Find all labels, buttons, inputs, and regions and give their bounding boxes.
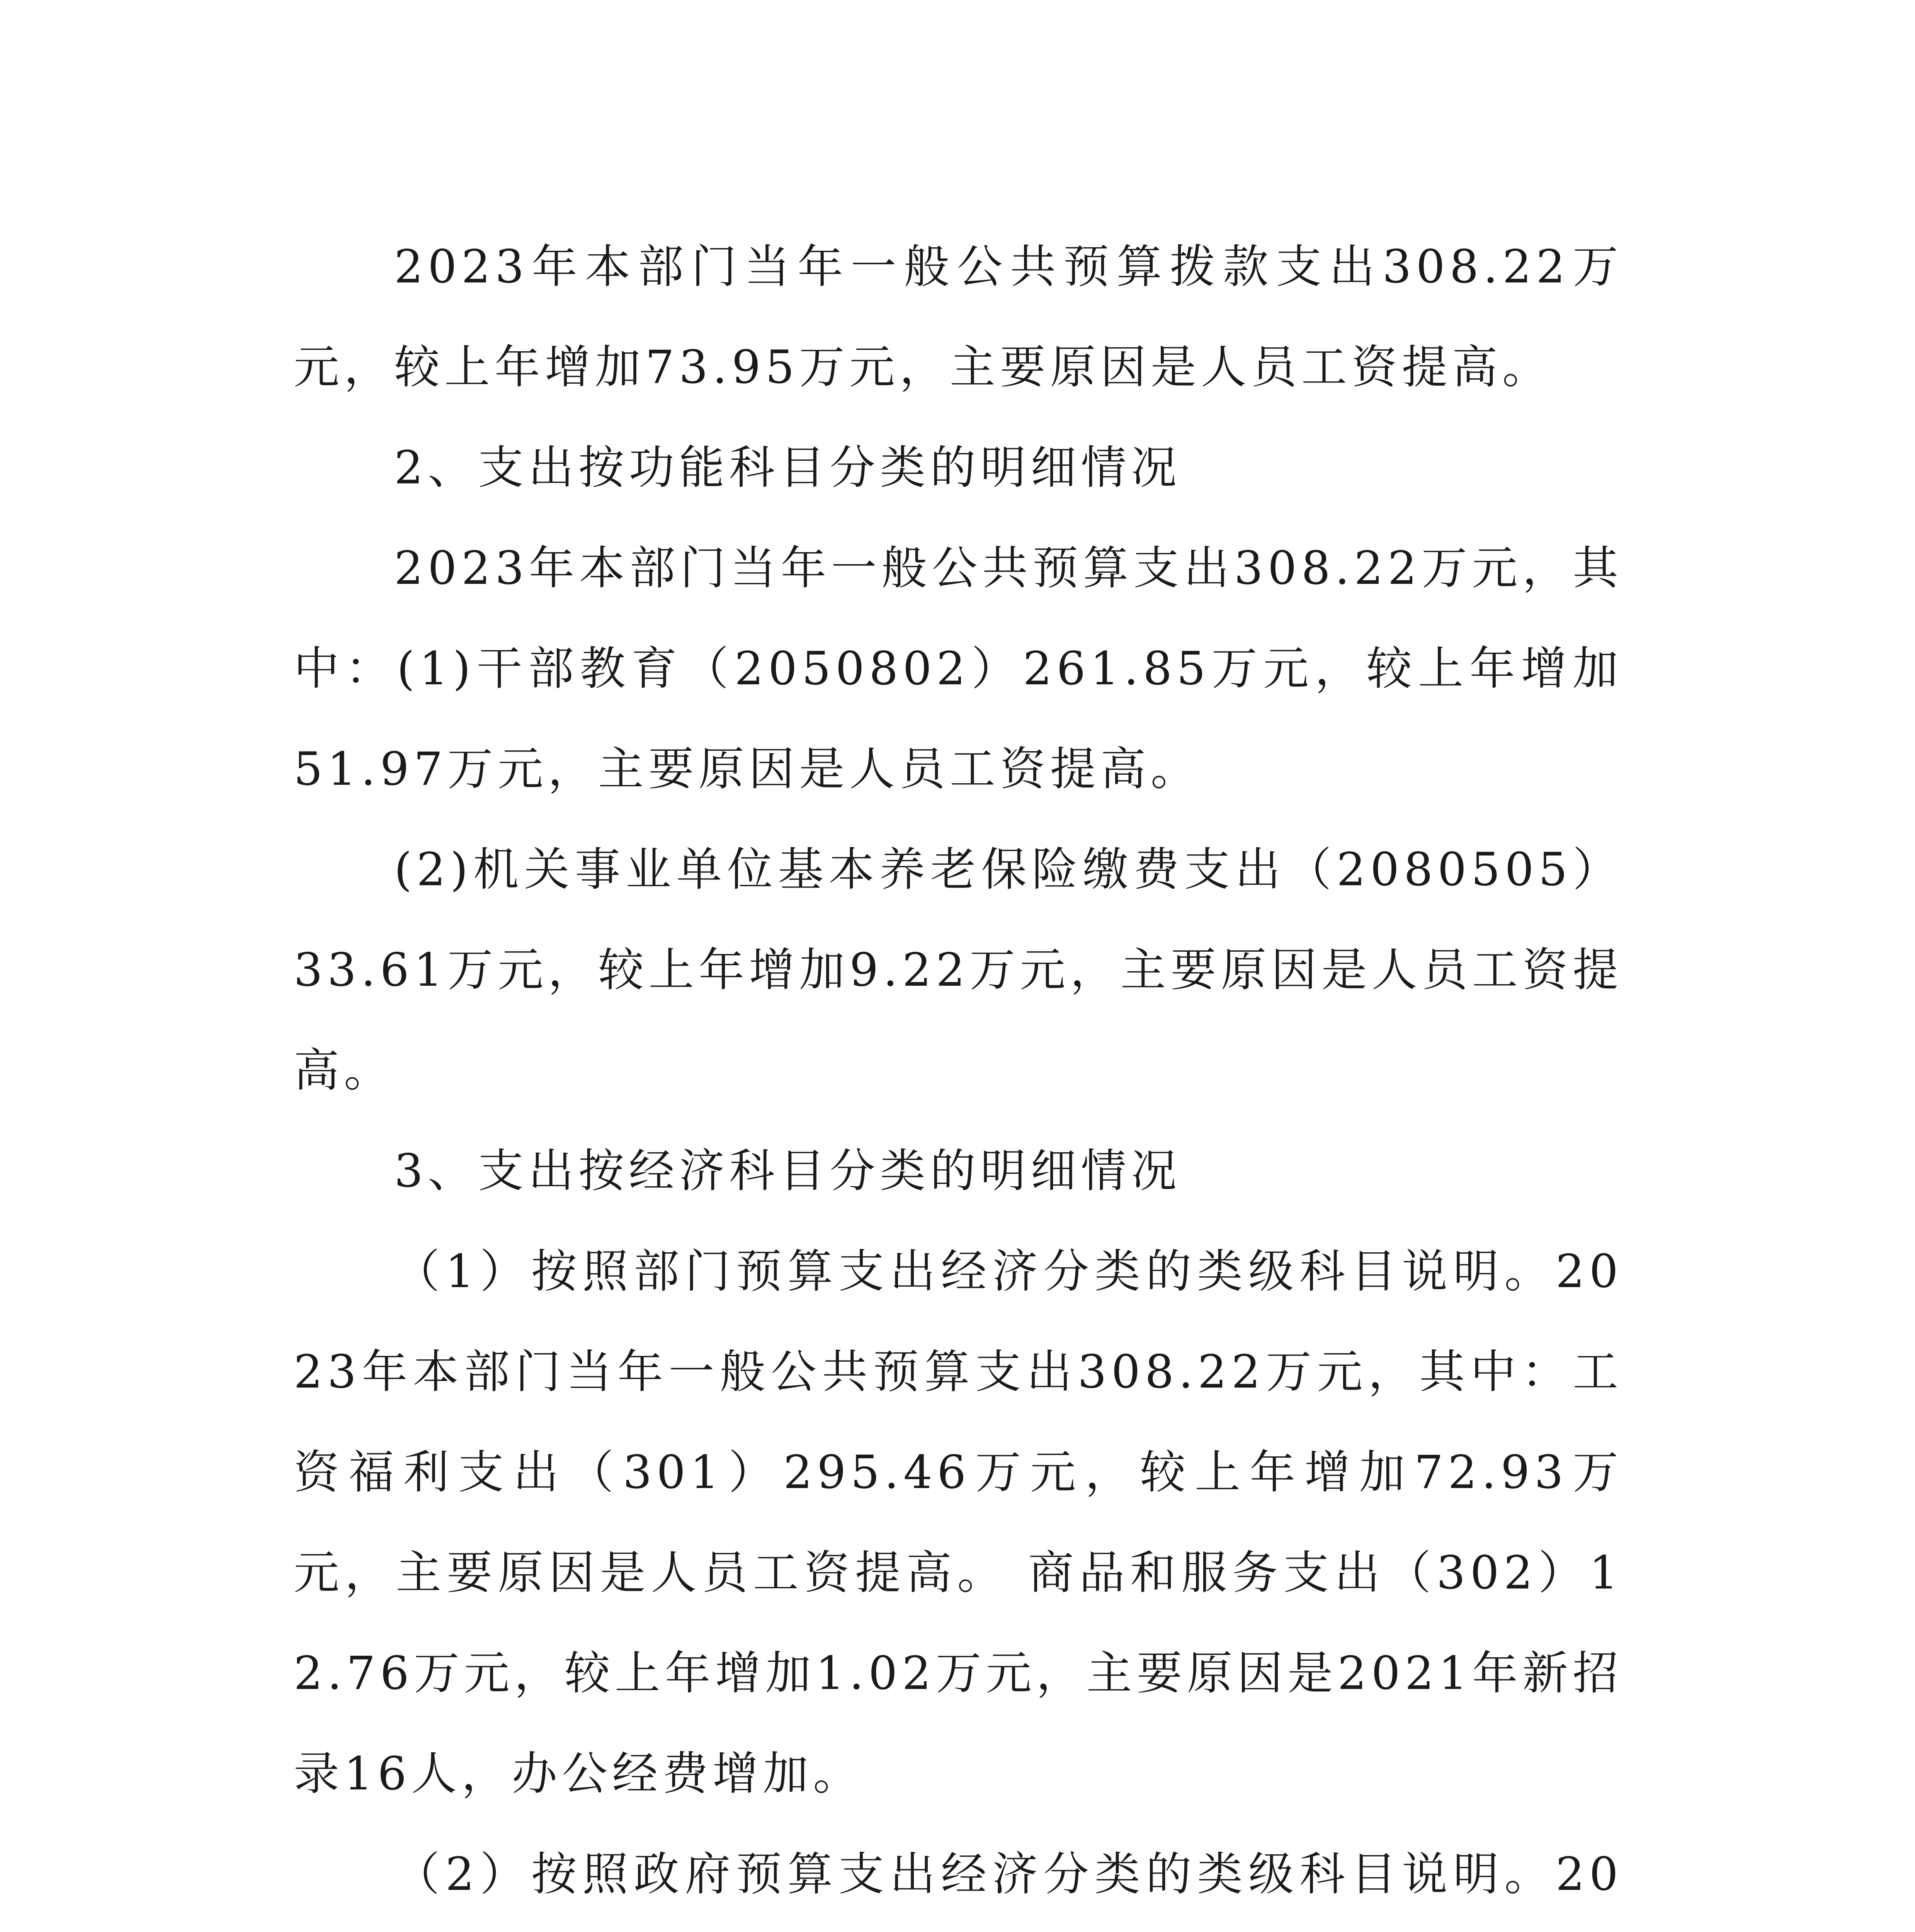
paragraph-government-economic: （2）按照政府预算支出经济分类的类级科目说明。20 [394,1847,1623,1901]
paragraph-functional-detail-1: 2023年本部门当年一般公共预算支出308.22万元，其中：(1)干部教育（2050802）261.85万元，较上年增加51.97万元，主要原因是人员工资提高。 [294,541,1623,796]
document-body [294,216,1623,1932]
heading-economic-classification: 3、支出按经济科目分类的明细情况 [394,1144,1182,1197]
heading-functional-classification: 2、支出按功能科目分类的明细情况 [394,441,1182,494]
paragraph-functional-detail-2: (2)机关事业单位基本养老保险缴费支出（2080505）33.61万元，较上年增加9.22万元，主要原因是人员工资提高。 [294,843,1623,1097]
paragraph-budget-appropriation: 2023年本部门当年一般公共预算拨款支出308.22万元，较上年增加73.95万元，主要原因是人员工资提高。 [294,240,1623,394]
paragraph-department-economic: （1）按照部门预算支出经济分类的类级科目说明。2023年本部门当年一般公共预算支出308.22万元，其中：工资福利支出（301）295.46万元，较上年增加72.93万元，主要原因是人员工资提高。 商品和服务支出（302）12.76万元，较上年增加1.02万元，主要原因是2021年新招录16人，办公经费增加。 [294,1245,1623,1800]
